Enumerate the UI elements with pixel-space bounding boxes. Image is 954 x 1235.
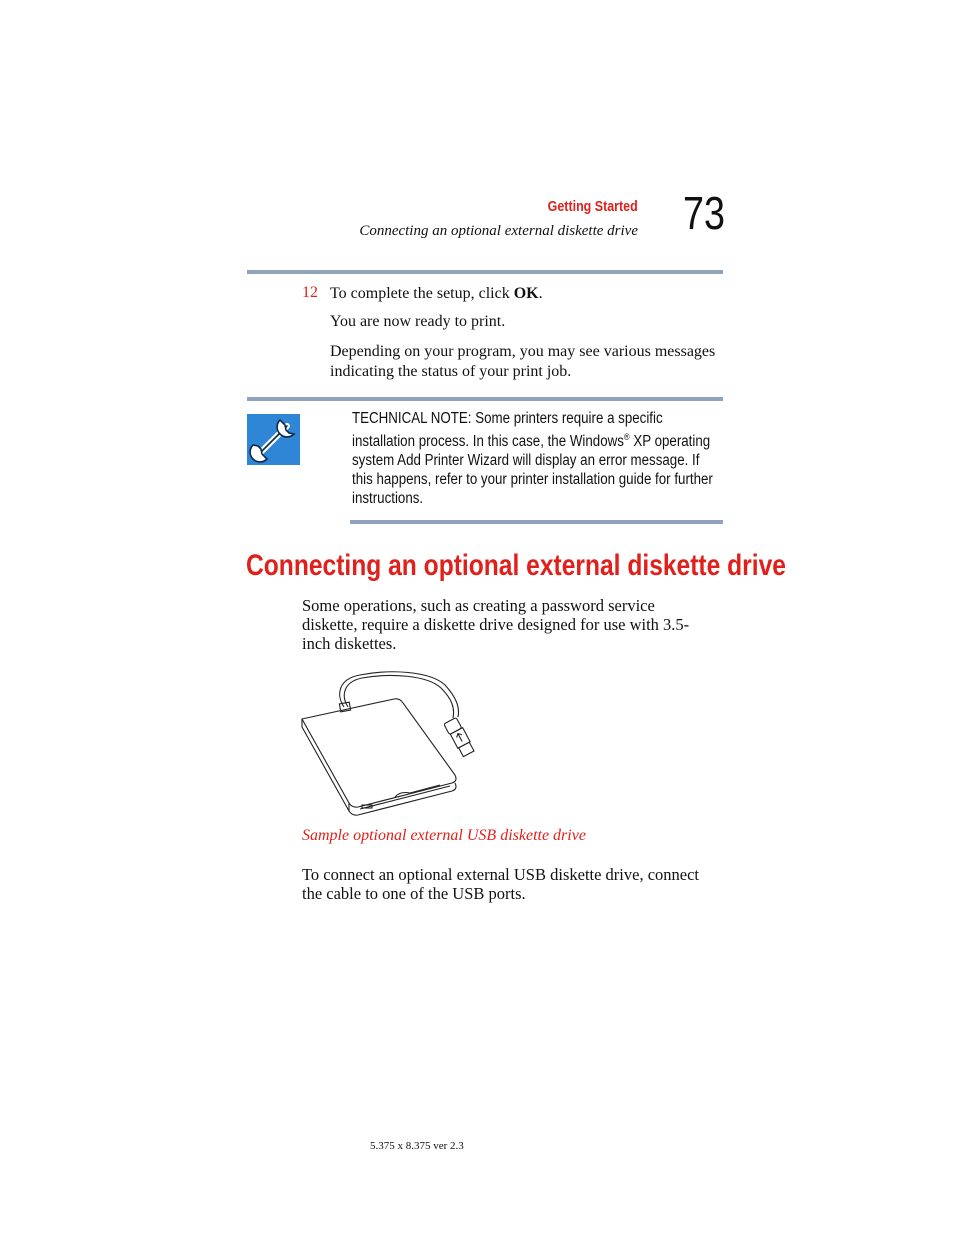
step-number: 12 — [302, 284, 318, 301]
connect-instruction: To connect an optional external USB diskette drive, connect the cable to one of the USB ports. — [302, 865, 700, 903]
page-number: 73 — [683, 187, 725, 239]
registered-mark: ® — [623, 432, 630, 442]
note-top-rule — [247, 397, 723, 401]
footer-version: 5.375 x 8.375 ver 2.3 — [370, 1140, 464, 1152]
step-text: To complete the setup, click — [330, 285, 514, 302]
ok-label: OK — [513, 285, 539, 302]
wrench-icon — [247, 414, 300, 465]
usb-diskette-drive-illustration — [300, 667, 500, 827]
header-rule — [247, 270, 723, 274]
ready-paragraph: You are now ready to print. — [330, 313, 506, 330]
section-intro: Some operations, such as creating a password service diskette, require a diskette drive designed for use with 3.5-inch diskettes. — [302, 596, 690, 653]
technical-note — [352, 409, 722, 508]
step-instruction — [330, 284, 543, 304]
technical-note-text-end: XP operating system Add Printer Wizard will display an error message. If this happens, refer to your printer installation guide for further instructions. — [352, 433, 713, 508]
section-title: Connecting an optional external diskette drive — [246, 549, 786, 582]
step-text-end: . — [538, 285, 543, 302]
figure-caption: Sample optional external USB diskette drive — [302, 827, 586, 844]
running-header-subsection: Connecting an optional external diskette drive — [359, 223, 638, 239]
running-header-section: Getting Started — [547, 199, 638, 215]
note-bottom-rule — [350, 520, 723, 524]
status-paragraph: Depending on your program, you may see various messages indicating the status of your print job. — [330, 343, 716, 380]
technical-note-text: TECHNICAL NOTE: Some printers require a specific installation process. In this case, the Windows — [352, 410, 663, 451]
